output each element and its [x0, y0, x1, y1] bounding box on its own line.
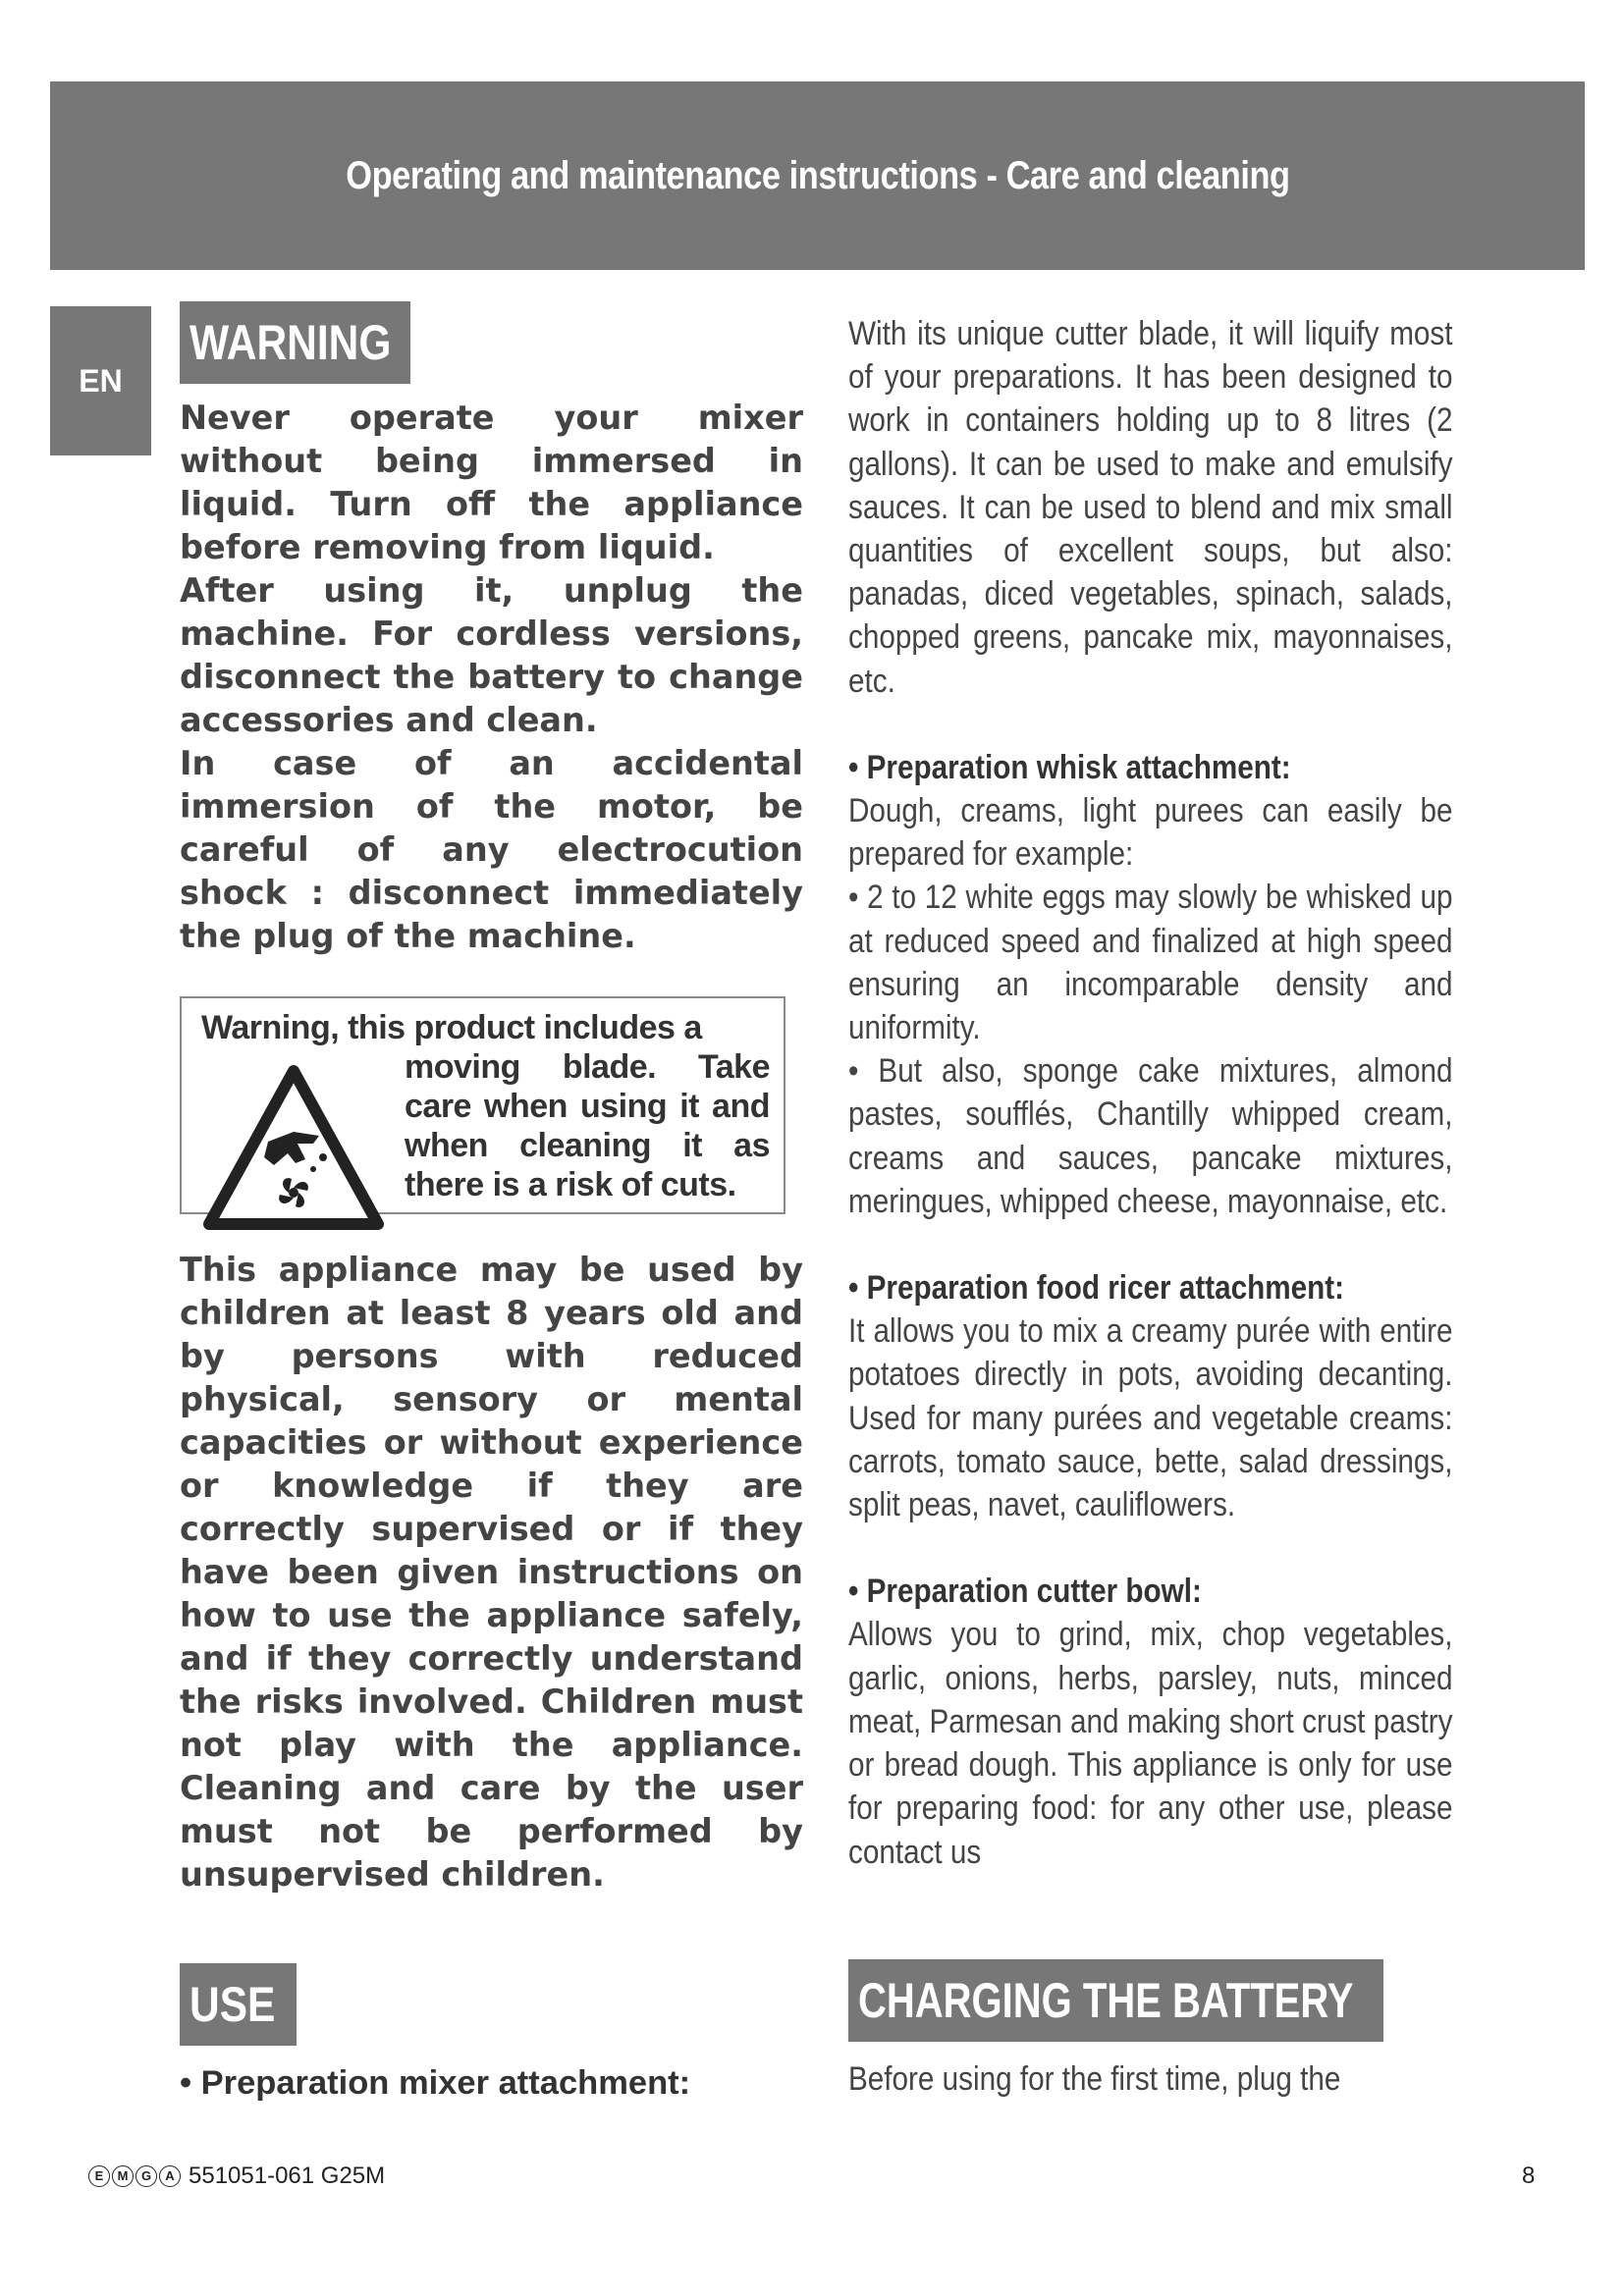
page-title: Operating and maintenance instructions - Care and cleaning [345, 153, 1290, 197]
cut-hazard-icon [203, 1063, 384, 1232]
mixer-description: With its unique cutter blade, it will liquify most of your preparations. It has been designed to work in containers holding up to 8 litres (2 gallons). It can be used to make and emulsify sauces. It can be used to blend and mix small quantities of excellent soups, but also: panadas, diced vegetables, spinach, salads, chopped greens, pancake mix, mayonnaises, etc. [848, 315, 1453, 700]
whisk-intro: Dough, creams, light purees can easily be prepared for example: [848, 792, 1453, 874]
whisk-heading: • Preparation whisk attachment: [848, 748, 1291, 786]
language-tab: EN [50, 306, 151, 455]
footer-code [88, 2163, 385, 2190]
charging-heading-text: CHARGING THE BATTERY [858, 1973, 1354, 2028]
use-first-item [180, 2061, 803, 2105]
use-heading [180, 1963, 297, 2046]
ricer-description: It allows you to mix a creamy purée with entire potatoes directly in pots, avoiding decanting. Used for many purées and vegetable creams: carrots, tomato sauce, bette, salad dressings, split peas, navet, cauliflowers. [848, 1312, 1453, 1524]
document-code: 551051-061 G25M [189, 2163, 386, 2189]
hazard-warning-box [180, 996, 785, 1214]
charging-text-block [848, 2057, 1454, 2101]
warning-heading [180, 301, 410, 384]
use-heading-text: USE [189, 1977, 276, 2032]
whisk-bullet: • 2 to 12 white eggs may slowly be whisked up at reduced speed and finalized at high speed ensuring an incomparable density and uniformity. [848, 879, 1453, 1047]
cutter-description: Allows you to grind, mix, chop vegetables, garlic, onions, herbs, parsley, nuts, minced meat, Parmesan and making short crust pastry or bread dough. This appliance is only for use for preparing food: for any other use, please contact us [848, 1616, 1453, 1871]
warning-paragraph: After using it, unplug the machine. For cordless versions, disconnect the battery to change accessories and clean. [180, 571, 803, 739]
charging-text: Before using for the first time, plug the [848, 2060, 1341, 2098]
page-number: 8 [1522, 2163, 1536, 2189]
hazard-text-line1: Warning, this product includes a [201, 1009, 702, 1046]
emga-logo: E M G A [88, 2165, 181, 2187]
cutter-heading: • Preparation cutter bowl: [848, 1573, 1202, 1611]
warning-heading-text: WARNING [189, 315, 392, 370]
mixer-attachment-heading: • Preparation mixer attachment: [180, 2064, 691, 2102]
ricer-heading: • Preparation food ricer attachment: [848, 1269, 1344, 1308]
warning-text [180, 397, 803, 958]
whisk-bullet: • But also, sponge cake mixtures, almond pastes, soufflés, Chantilly whipped cream, creams and sauces, pancake mixtures, meringues, whipped cheese, mayonnaise, etc. [848, 1052, 1453, 1220]
header-bar [50, 81, 1585, 270]
children-text [180, 1249, 803, 1896]
warning-paragraph: In case of an accidental immersion of the motor, be careful of any electrocution shock : disconnect immediately the plug of the machine. [180, 744, 803, 955]
children-paragraph: This appliance may be used by children at least 8 years old and by persons with reduced physical, sensory or mental capacities or without experience or knowledge if they are correctly supervised or if they have been given instructions on how to use the appliance safely, and if they correctly understand the risks involved. Children must not play with the appliance. Cleaning and care by the user must not be performed by unsupervised children. [180, 1251, 803, 1894]
charging-heading [848, 1959, 1383, 2042]
warning-paragraph: Never operate your mixer without being immersed in liquid. Turn off the appliance before removing from liquid. [180, 399, 803, 566]
right-column [848, 312, 1454, 1874]
hazard-text-rest: moving blade. Take care when using it and when cleaning it as there is a risk of cuts. [405, 1048, 770, 1203]
